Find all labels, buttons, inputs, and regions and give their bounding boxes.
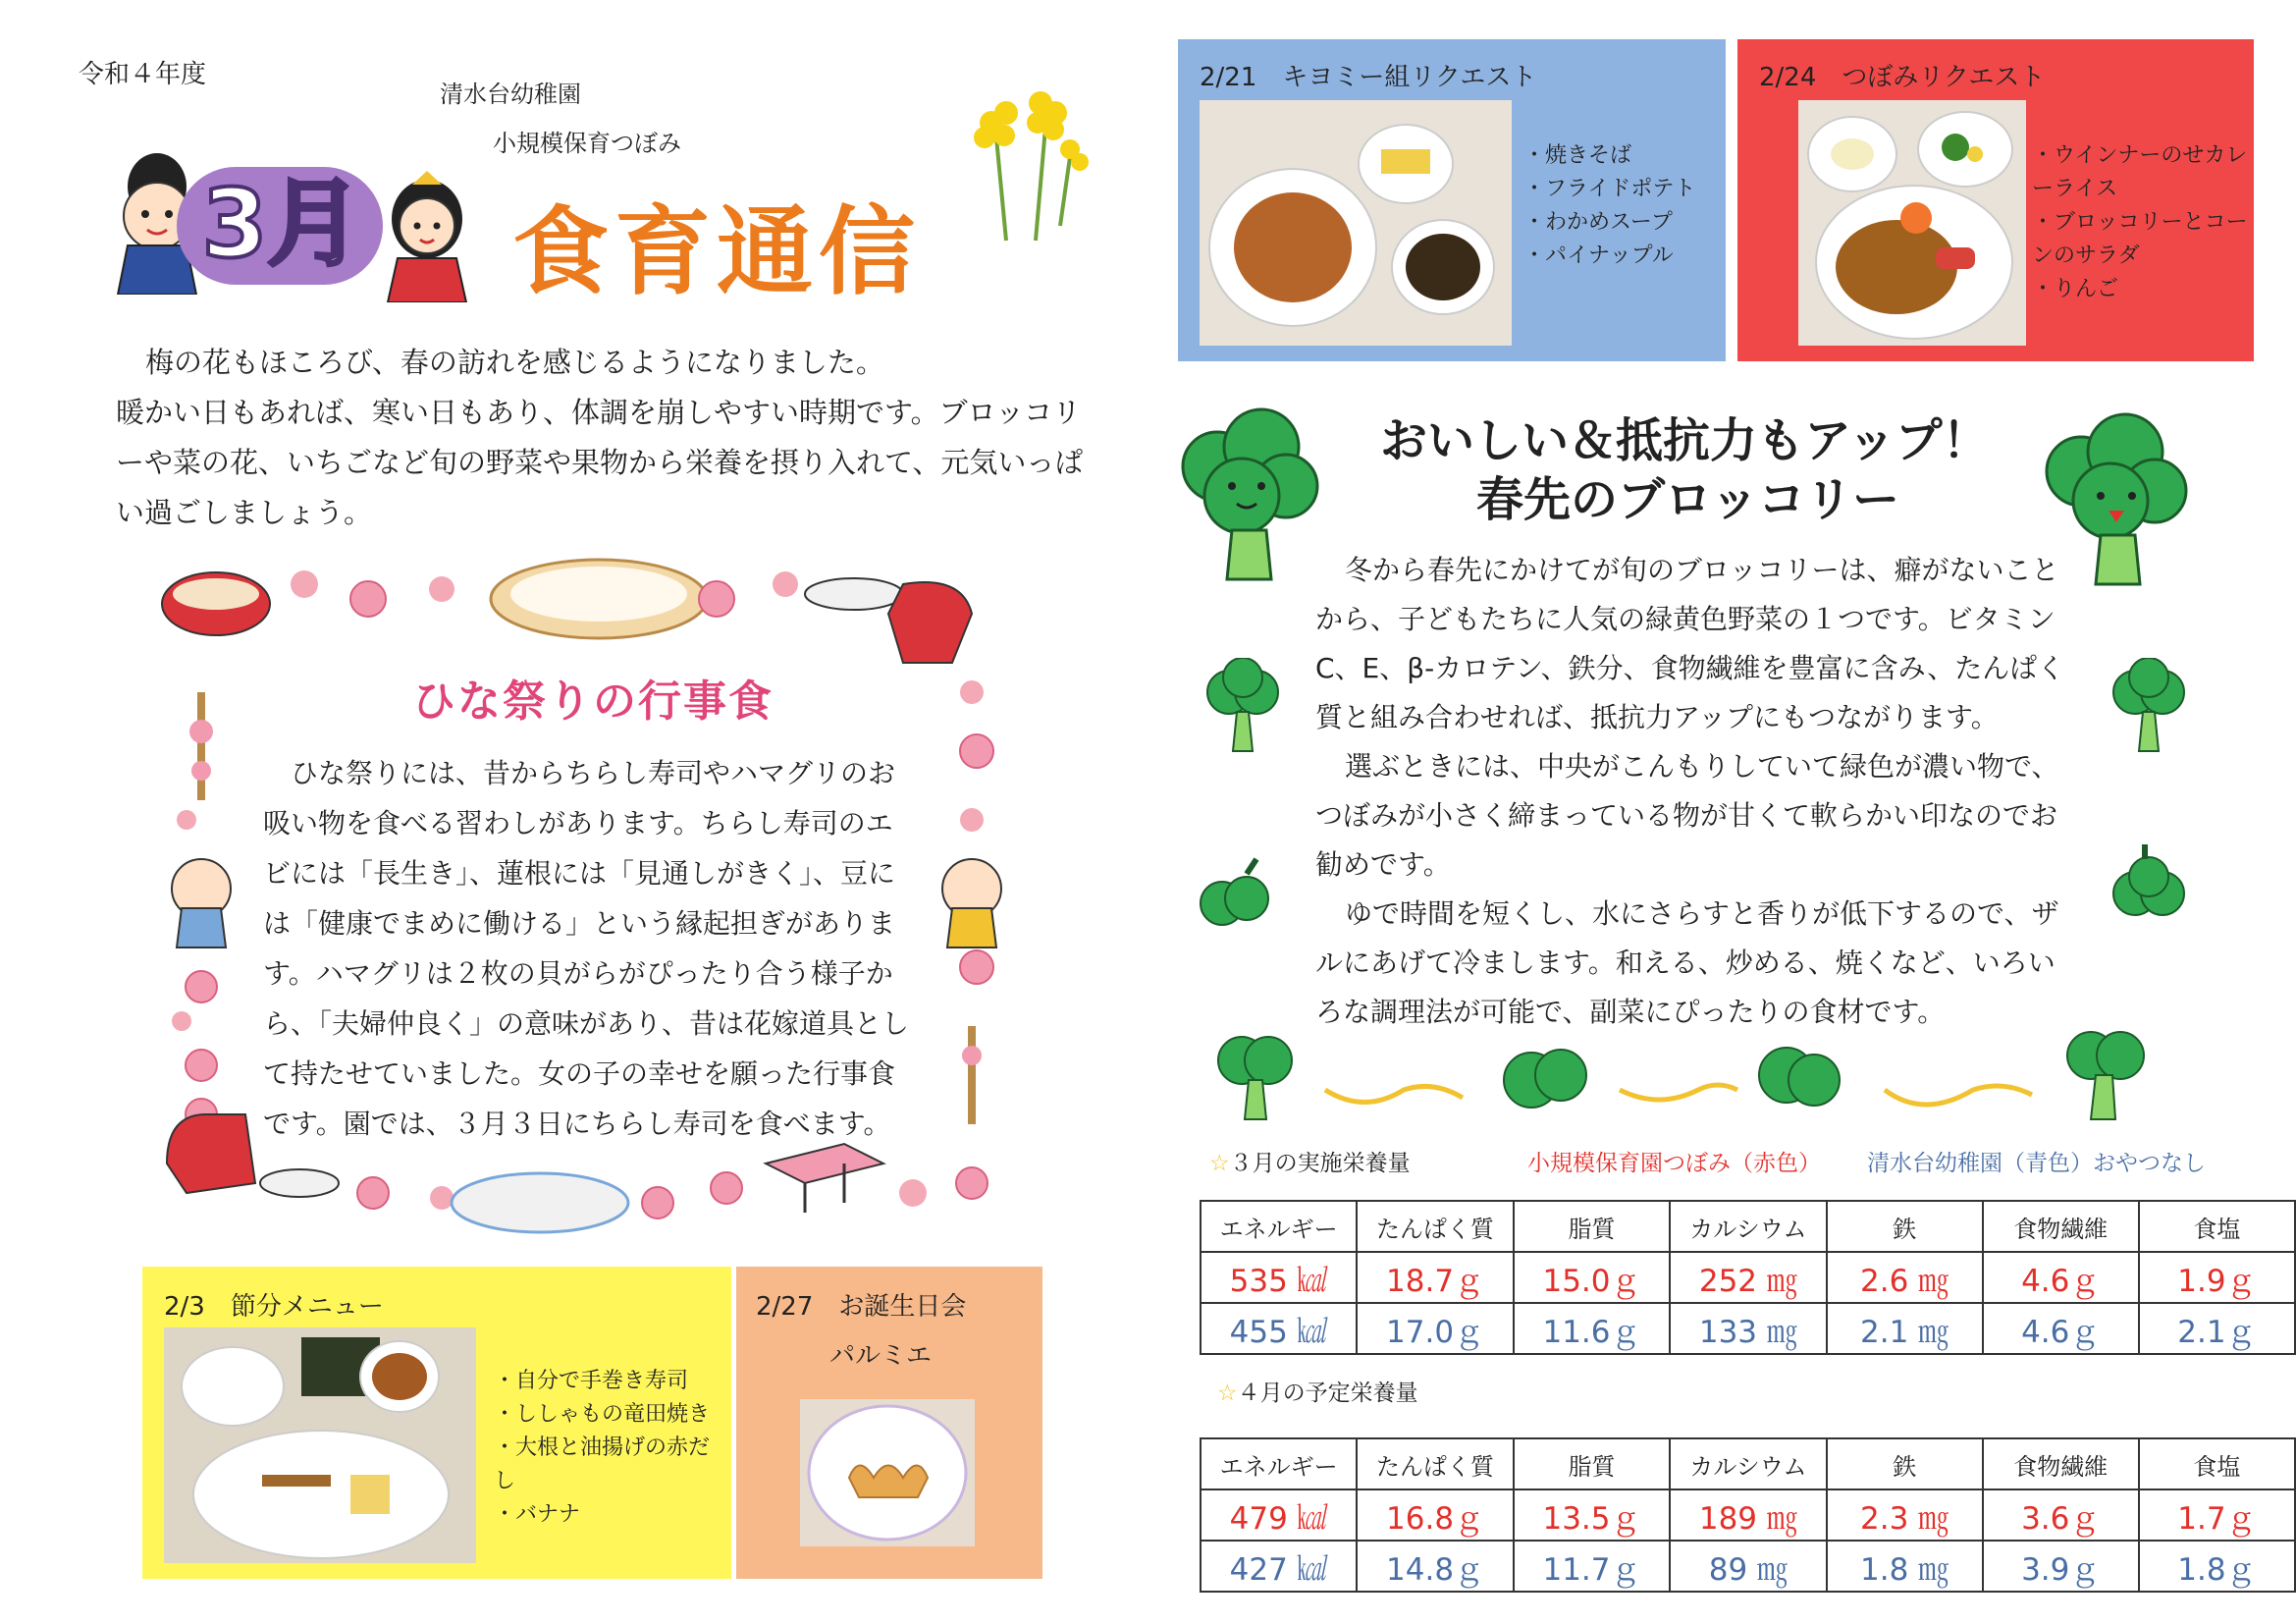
table-header: 食塩: [2139, 1201, 2295, 1252]
table-header: エネルギー: [1201, 1201, 1357, 1252]
menu-item: ・ ししゃもの竜田焼き: [494, 1398, 720, 1432]
table-header: たんぱく質: [1357, 1201, 1513, 1252]
rapeseed-flower-icon: [957, 79, 1095, 245]
menu-item: ・ ブロッコリーとコーンのサラダ: [2032, 206, 2248, 273]
table-cell: 2.3 ㎎: [1827, 1489, 1983, 1541]
hina-section-body: [263, 748, 911, 1149]
kiyomi-menu-list: [1523, 139, 1720, 273]
table-cell: 1.8ｇ: [2139, 1541, 2295, 1592]
table-header: 鉄: [1827, 1201, 1983, 1252]
table-cell: 455 ㎉: [1201, 1303, 1357, 1354]
nursery-name: 小規模保育つぼみ: [493, 130, 681, 157]
birthday-menu-title: 2/27 お誕生日会: [756, 1292, 967, 1322]
birthday-photo: [800, 1399, 975, 1546]
hina-section-title: ひな祭りの行事食: [412, 677, 774, 727]
broccoli-icon: [2106, 839, 2194, 938]
setsubun-menu-box: [142, 1267, 731, 1579]
table-cell: 4.6ｇ: [1983, 1252, 2139, 1303]
april-nutrition-label: [1217, 1375, 1418, 1407]
legend-red: 小規模保育園つぼみ（赤色）: [1527, 1151, 1821, 1176]
table-cell: 252 ㎎: [1670, 1252, 1826, 1303]
birthday-menu-box: [736, 1267, 1042, 1579]
intro-text: [116, 338, 1090, 538]
tsubomi-menu-list: [2032, 139, 2248, 306]
broccoli-title-line2: 春先のブロッコリー: [1476, 472, 1900, 527]
table-row: [1201, 1541, 2295, 1592]
table-cell: 1.9ｇ: [2139, 1252, 2295, 1303]
table-row: [1201, 1489, 2295, 1541]
tsubomi-request-title: 2/24 つぼみリクエスト: [1759, 63, 2046, 92]
star-icon: ☆: [1209, 1151, 1230, 1176]
broccoli-character-icon: [1178, 407, 1325, 584]
table-cell: 3.9ｇ: [1983, 1541, 2139, 1592]
female-doll-icon: [373, 165, 481, 302]
setsubun-photo: [164, 1327, 476, 1563]
table-cell: 1.8 ㎎: [1827, 1541, 1983, 1592]
setsubun-menu-list: [494, 1365, 720, 1532]
broccoli-icon: [2106, 658, 2194, 756]
birthday-menu-item: パルミエ: [829, 1341, 933, 1371]
menu-item: ・ パイナップル: [1523, 240, 1720, 273]
table-cell: 2.1 ㎎: [1827, 1303, 1983, 1354]
kiyomi-request-box: [1178, 39, 1726, 361]
broccoli-title-line1: おいしい＆抵抗力もアップ！: [1380, 413, 1990, 468]
fiscal-year: 令和４年度: [79, 60, 207, 89]
table-header: 脂質: [1514, 1201, 1670, 1252]
table-cell: 479 ㎉: [1201, 1489, 1357, 1541]
table-header: 脂質: [1514, 1438, 1670, 1489]
table-cell: 16.8ｇ: [1357, 1489, 1513, 1541]
star-icon: ☆: [1217, 1380, 1238, 1406]
newsletter-title: 食育通信: [512, 196, 922, 308]
hina-body-text: ひな祭りには、昔からちらし寿司やハマグリのお吸い物を食べる習わしがあります。ちらし寿司のエビには「長生き」、蓮根には「見通しがきく」、豆には「健康でまめに働ける」という縁起担ぎがあります。ハマグリは２枚の貝がらがぴったり合う様子から、「夫婦仲良く」の意味があり、昔は花嫁道具として持たせていました。女の子の幸せを願った行事食です。園では、３月３日にちらし寿司を食べます。: [263, 757, 910, 1140]
menu-item: ・ フライドポテト: [1523, 173, 1720, 206]
menu-item: ・ 焼きそば: [1523, 139, 1720, 173]
table-cell: 13.5ｇ: [1514, 1489, 1670, 1541]
menu-item: ・ 自分で手巻き寿司: [494, 1365, 720, 1398]
table-header: 食物繊維: [1983, 1201, 2139, 1252]
march-nutrition-table: [1200, 1200, 2296, 1355]
kindergarten-name: 清水台幼稚園: [440, 81, 581, 108]
march-nutrition-label: [1209, 1145, 1411, 1177]
table-cell: 3.6ｇ: [1983, 1489, 2139, 1541]
table-header: エネルギー: [1201, 1438, 1357, 1489]
table-cell: 11.6ｇ: [1514, 1303, 1670, 1354]
table-cell: 17.0ｇ: [1357, 1303, 1513, 1354]
intro-line-1: 梅の花もほころび、春の訪れを感じるようになりました。: [145, 346, 884, 379]
table-cell: 14.8ｇ: [1357, 1541, 1513, 1592]
table-cell: 189 ㎎: [1670, 1489, 1826, 1541]
table-cell: 4.6ｇ: [1983, 1303, 2139, 1354]
menu-item: ・ 大根と油揚げの赤だし: [494, 1432, 720, 1498]
broccoli-icon: [1193, 854, 1281, 952]
kiyomi-request-title: 2/21 キヨミー組リクエスト: [1200, 63, 1537, 92]
table-cell: 15.0ｇ: [1514, 1252, 1670, 1303]
table-row: [1201, 1303, 2295, 1354]
tsubomi-photo: [1798, 100, 2026, 346]
tsubomi-request-box: [1737, 39, 2254, 361]
menu-item: ・ バナナ: [494, 1498, 720, 1532]
table-cell: 2.1ｇ: [2139, 1303, 2295, 1354]
table-cell: 18.7ｇ: [1357, 1252, 1513, 1303]
march-nutrition-label-text: ３月の実施栄養量: [1229, 1151, 1411, 1176]
table-row: [1201, 1252, 2295, 1303]
broccoli-paragraph: 選ぶときには、中央がこんもりしていて緑色が濃い物で、つぼみが小さく締まっている物が甘くて軟らかい印なのでお勧めです。: [1315, 750, 2059, 881]
month-label: 3月: [201, 169, 362, 279]
table-header: カルシウム: [1670, 1201, 1826, 1252]
table-cell: 11.7ｇ: [1514, 1541, 1670, 1592]
table-header: 食塩: [2139, 1438, 2295, 1489]
table-cell: 535 ㎉: [1201, 1252, 1357, 1303]
table-cell: 427 ㎉: [1201, 1541, 1357, 1592]
broccoli-icon: [1200, 658, 1288, 756]
menu-item: ・ りんご: [2032, 273, 2248, 306]
table-header: 食物繊維: [1983, 1438, 2139, 1489]
menu-item: ・ ウインナーのせカレーライス: [2032, 139, 2248, 206]
april-nutrition-label-text: ４月の予定栄養量: [1237, 1380, 1418, 1406]
table-cell: 2.6 ㎎: [1827, 1252, 1983, 1303]
broccoli-body: [1315, 546, 2073, 1037]
table-cell: 1.7ｇ: [2139, 1489, 2295, 1541]
intro-line-2: 暖かい日もあれば、寒い日もあり、体調を崩しやすい時期です。ブロッコリーや菜の花、いちごなど旬の野菜や果物から栄養を摂り入れて、元気いっぱい過ごしましょう。: [116, 396, 1084, 529]
table-cell: 89 ㎎: [1670, 1541, 1826, 1592]
table-row: [1201, 1438, 2295, 1489]
table-header: 鉄: [1827, 1438, 1983, 1489]
table-cell: 133 ㎎: [1670, 1303, 1826, 1354]
table-header: カルシウム: [1670, 1438, 1826, 1489]
broccoli-divider-decoration: [1207, 1021, 2209, 1129]
menu-item: ・ わかめスープ: [1523, 206, 1720, 240]
april-nutrition-table: [1200, 1437, 2296, 1593]
broccoli-paragraph: ゆで時間を短くし、水にさらすと香りが低下するので、ザルにあげて冷まします。和える、炒める、焼くなど、いろいろな調理法が可能で、副菜にぴったりの食材です。: [1315, 897, 2059, 1028]
table-row: [1201, 1201, 2295, 1252]
legend-blue: 清水台幼稚園（青色）おやつなし: [1867, 1151, 2206, 1176]
kiyomi-photo: [1200, 100, 1512, 346]
broccoli-paragraph: 冬から春先にかけてが旬のブロッコリーは、癖がないことから、子どもたちに人気の緑黄色野菜の１つです。ビタミンC、E、β-カロテン、鉄分、食物繊維を豊富に含み、たんぱく質と組み合わせれば、抵抗力アップにもつながります。: [1315, 554, 2065, 733]
setsubun-menu-title: 2/3 節分メニュー: [164, 1292, 384, 1322]
table-header: たんぱく質: [1357, 1438, 1513, 1489]
